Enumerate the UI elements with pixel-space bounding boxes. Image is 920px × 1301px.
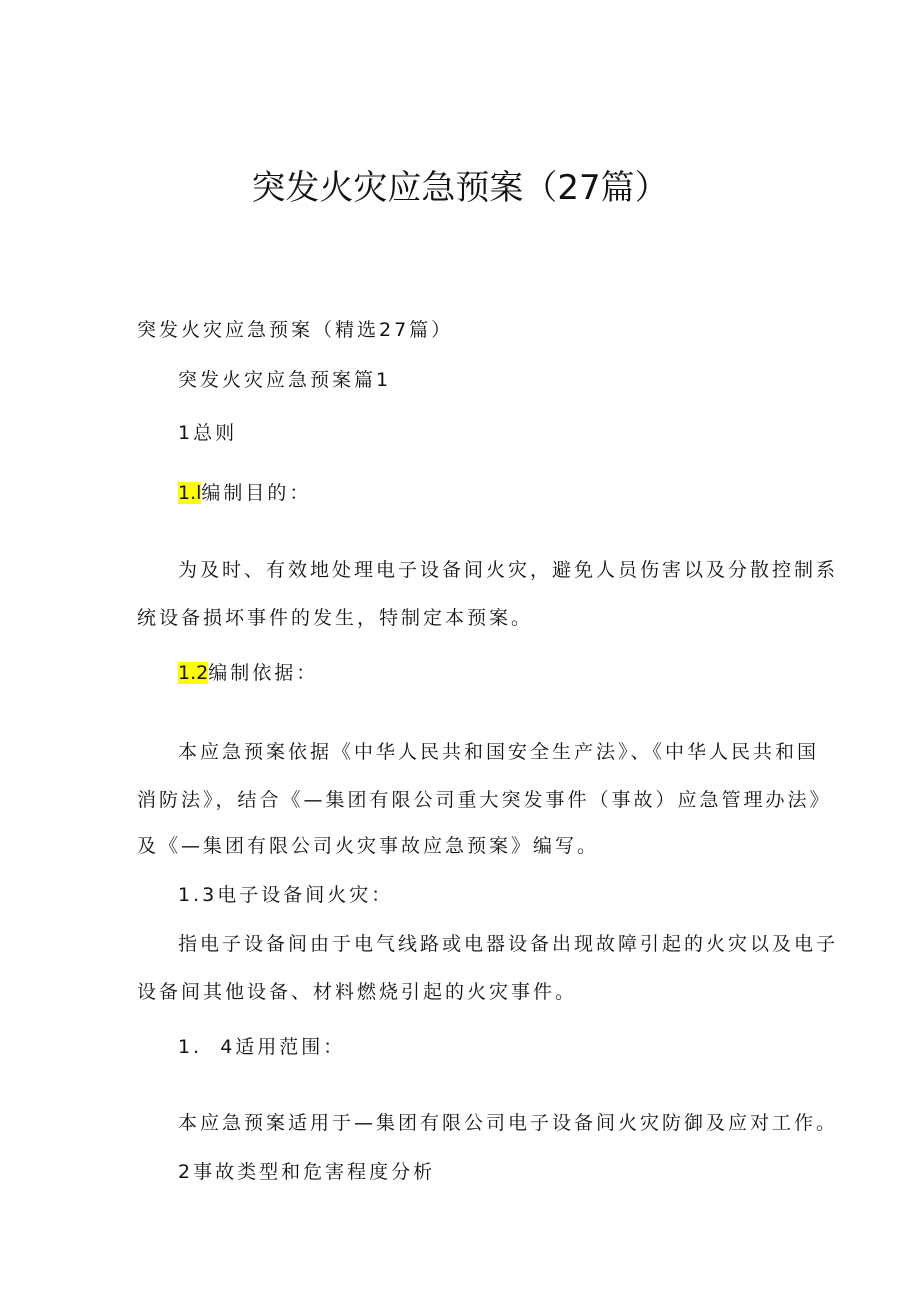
item-1-1-number-highlighted: 1.l — [178, 482, 202, 504]
item-1-2-text: 编制依据： — [208, 662, 319, 684]
item-1-1 — [178, 478, 311, 505]
document-title: 突发火灾应急预案（27篇） — [251, 168, 669, 208]
item-1-3: 1.3电子设备间火灾： — [178, 884, 394, 906]
heading-general-principles: 1总则 — [178, 422, 238, 444]
heading-accident-types: 2事故类型和危害程度分析 — [178, 1161, 436, 1183]
para-1-2-line-1: 本应急预案依据《中华人民共和国安全生产法》、《中华人民共和国 — [178, 741, 820, 763]
para-1-3-line-1: 指电子设备间由于电气线路或电器设备出现故障引起的火灾以及电子 — [178, 933, 839, 955]
section-heading: 突发火灾应急预案篇1 — [178, 369, 392, 391]
para-1-1-line-1: 为及时、有效地处理电子设备间火灾，避免人员伤害以及分散控制系 — [178, 559, 839, 581]
para-1-2-line-3: 及《—集团有限公司火灾事故应急预案》编写。 — [137, 835, 600, 857]
para-1-3-line-2: 设备间其他设备、材料燃烧引起的火灾事件。 — [137, 981, 578, 1003]
para-1-2-line-2: 消防法》，结合《—集团有限公司重大突发事件（事故）应急管理办法》 — [137, 789, 832, 811]
item-1-2 — [178, 658, 318, 685]
para-1-1-line-2: 统设备损坏事件的发生，特制定本预案。 — [137, 607, 534, 629]
item-1-4: 1. 4适用范围： — [178, 1036, 346, 1058]
item-1-1-text: 编制目的： — [201, 482, 312, 504]
para-1-4: 本应急预案适用于—集团有限公司电子设备间火灾防御及应对工作。 — [178, 1112, 839, 1134]
item-1-2-number-highlighted: 1.2 — [178, 662, 209, 684]
document-subtitle: 突发火灾应急预案（精选27篇） — [137, 319, 454, 341]
